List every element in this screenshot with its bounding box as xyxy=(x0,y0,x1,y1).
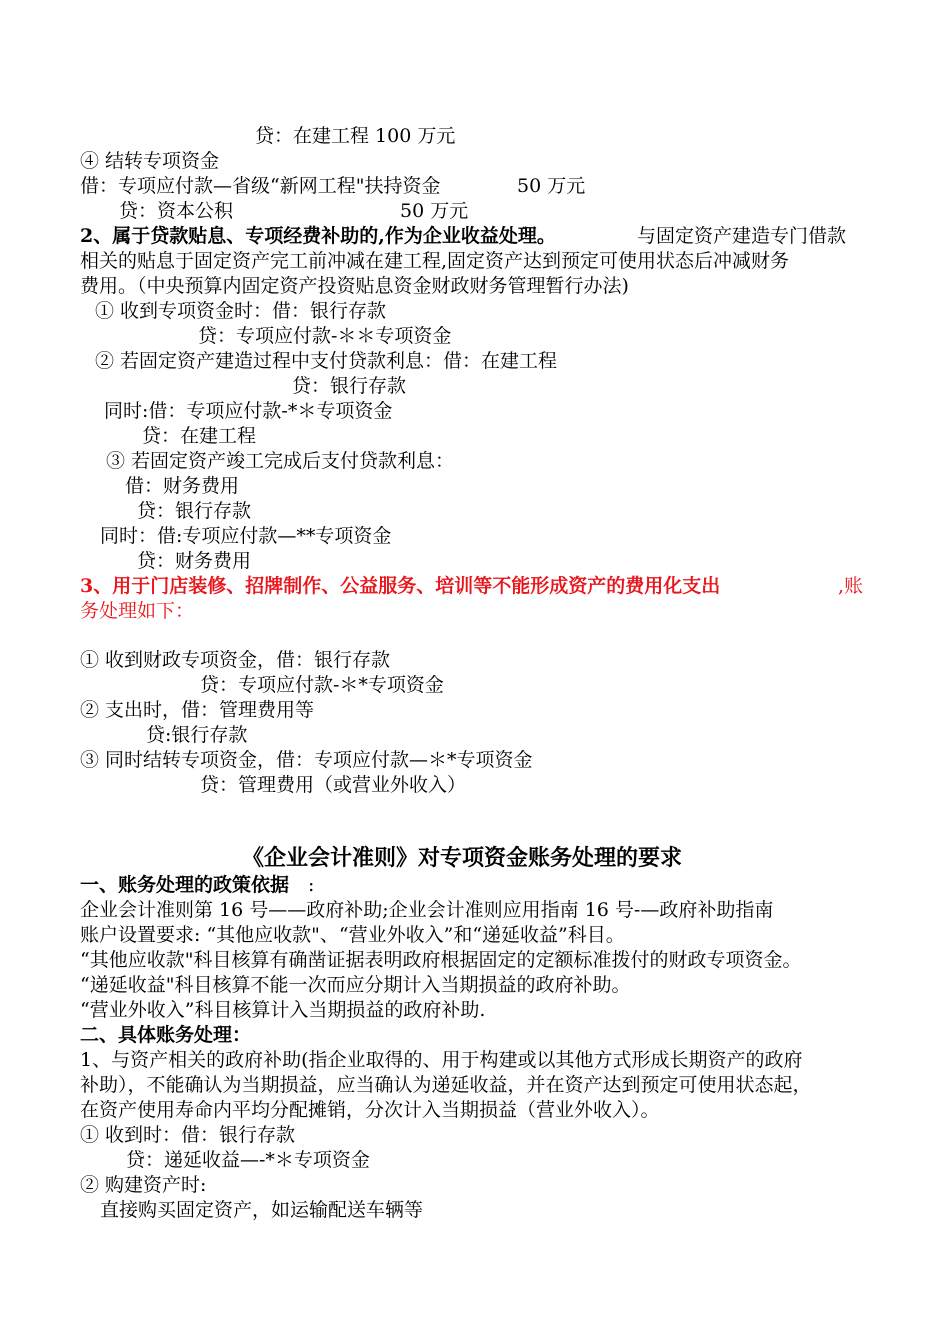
page-title: 《企业会计准则》对专项资金账务处理的要求 xyxy=(242,845,683,871)
text-line: 贷：管理费用（或营业外收入） xyxy=(200,774,467,796)
text-line: 贷：在建工程 100 万元 xyxy=(255,125,456,147)
text-line: 贷:银行存款 xyxy=(146,724,248,746)
text-line: 50 万元 xyxy=(400,200,469,222)
section-heading: 二、具体账务处理： xyxy=(80,1024,252,1046)
text-line: 贷：专项应付款-＊＊专项资金 xyxy=(198,325,452,347)
text-line: ① 收到时：借：银行存款 xyxy=(80,1124,296,1146)
text-line: 直接购买固定资产，如运输配送车辆等 xyxy=(100,1199,424,1221)
text-line: 费用。（中央预算内固定资产投资贴息资金财政财务管理暂行办法) xyxy=(80,275,629,297)
text-line: 贷：资本公积 xyxy=(119,200,234,222)
text-line: “营业外收入”科目核算计入当期损益的政府补助. xyxy=(80,999,486,1021)
text-line: ③ 若固定资产竣工完成后支付贷款利息： xyxy=(106,450,455,472)
text-line: 贷：银行存款 xyxy=(292,375,407,397)
text-line: ② 购建资产时: xyxy=(80,1174,207,1196)
text-line: 贷：银行存款 xyxy=(137,500,252,522)
text-line: 企业会计准则第 16 号——政府补助;企业会计准则应用指南 16 号-—政府补助指南 xyxy=(80,899,774,921)
text-line: ② 若固定资产建造过程中支付贷款利息：借：在建工程 xyxy=(95,350,558,372)
text-line: ④ 结转专项资金 xyxy=(80,150,220,172)
section-heading: 2、属于贷款贴息、专项经费补助的,作为企业收益处理。 xyxy=(80,225,556,247)
text-line: 贷：财务费用 xyxy=(137,550,252,572)
text-line: 同时:借：专项应付款-*＊专项资金 xyxy=(104,400,393,422)
text-line: ② 支出时，借：管理费用等 xyxy=(80,699,315,721)
text-line: 相关的贴息于固定资产完工前冲减在建工程,固定资产达到预定可使用状态后冲减财务 xyxy=(80,250,790,272)
text-line: ① 收到专项资金时：借：银行存款 xyxy=(95,300,387,322)
text-line: 1、与资产相关的政府补助(指企业取得的、用于构建或以其他方式形成长期资产的政府 xyxy=(80,1049,803,1071)
text-line: 与固定资产建造专门借款 xyxy=(637,225,847,247)
text-line: 借：财务费用 xyxy=(125,475,240,497)
text-line: ,账 xyxy=(838,575,864,597)
text-line: 账户设置要求: “其他应收款"、“营业外收入”和“递延收益”科目。 xyxy=(80,924,625,946)
text-line: 务处理如下： xyxy=(80,600,195,622)
text-line: ③ 同时结转专项资金，借：专项应付款—＊*专项资金 xyxy=(80,749,533,771)
section-heading: 一、账务处理的政策依据 xyxy=(80,874,290,896)
text-line: 借：专项应付款—省级“新网工程"扶持资金 xyxy=(80,175,441,197)
text-line: “递延收益"科目核算不能一次而应分期计入当期损益的政府补助。 xyxy=(80,974,631,996)
text-line: 50 万元 xyxy=(517,175,586,197)
text-line: : xyxy=(308,874,315,896)
text-line: ① 收到财政专项资金，借：银行存款 xyxy=(80,649,391,671)
text-line: 在资产使用寿命内平均分配摊销，分次计入当期损益（营业外收入）。 xyxy=(80,1099,660,1121)
text-line: 贷：递延收益—-*＊专项资金 xyxy=(126,1149,370,1171)
text-line: 同时：借:专项应付款—**专项资金 xyxy=(100,525,392,547)
text-line: 贷：在建工程 xyxy=(142,425,257,447)
text-line: 补助），不能确认为当期损益，应当确认为递延收益，并在资产达到预定可使用状态起， xyxy=(80,1074,812,1096)
section-heading: 3、用于门店装修、招牌制作、公益服务、培训等不能形成资产的费用化支出 xyxy=(80,575,721,597)
text-line: “其他应收款"科目核算有确凿证据表明政府根据固定的定额标准拨付的财政专项资金。 xyxy=(80,949,802,971)
text-line: 贷：专项应付款-＊*专项资金 xyxy=(200,674,444,696)
